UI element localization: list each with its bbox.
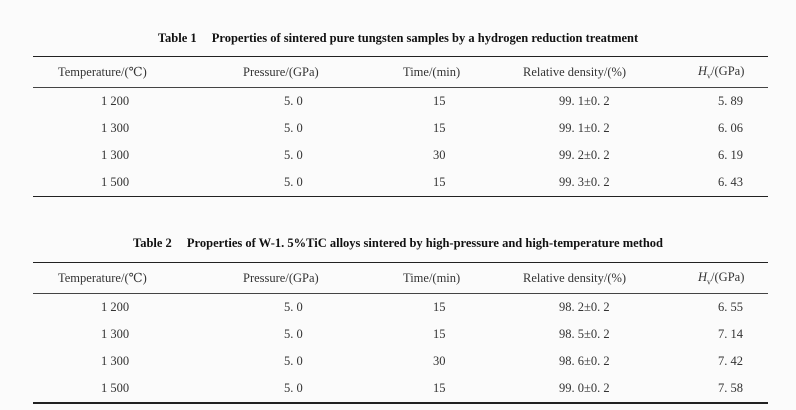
table2-caption xyxy=(0,236,796,251)
cell-pressure: 5. 0 xyxy=(284,300,303,314)
header-relative-density: Relative density/(%) xyxy=(523,263,698,294)
cell-relative-density: 98. 2±0. 2 xyxy=(559,300,610,314)
header-temperature: Temperature/(℃) xyxy=(33,263,243,294)
table1 xyxy=(33,56,768,197)
cell-temperature: 1 500 xyxy=(101,381,130,395)
cell-relative-density: 99. 3±0. 2 xyxy=(559,175,610,189)
cell-time: 15 xyxy=(433,381,446,395)
cell-pressure: 5. 0 xyxy=(284,327,303,341)
header-hardness: $H_v/(GPa)$ xyxy=(698,263,768,294)
table-row xyxy=(33,321,768,348)
header-time: Time/(min) xyxy=(403,57,523,88)
cell-pressure: 5. 0 xyxy=(284,121,303,135)
cell-hardness: 7. 42 xyxy=(718,354,743,368)
table1-header-row xyxy=(33,57,768,88)
cell-pressure: 5. 0 xyxy=(284,354,303,368)
cell-temperature: 1 300 xyxy=(101,354,130,368)
header-pressure: Pressure/(GPa) xyxy=(243,263,403,294)
header-time: Time/(min) xyxy=(403,263,523,294)
cell-time: 30 xyxy=(433,354,446,368)
cell-relative-density: 99. 0±0. 2 xyxy=(559,381,610,395)
cell-relative-density: 98. 6±0. 2 xyxy=(559,354,610,368)
table-row xyxy=(33,294,768,322)
cell-temperature: 1 300 xyxy=(101,121,130,135)
table2 xyxy=(33,262,768,404)
cell-time: 15 xyxy=(433,121,446,135)
cell-time: 30 xyxy=(433,148,446,162)
cell-temperature: 1 300 xyxy=(101,327,130,341)
table1-title: Properties of sintered pure tungsten samples by a hydrogen reduction treatment xyxy=(211,31,639,45)
cell-relative-density: 98. 5±0. 2 xyxy=(559,327,610,341)
cell-hardness: 7. 58 xyxy=(718,381,743,395)
cell-pressure: 5. 0 xyxy=(284,175,303,189)
cell-hardness: 6. 43 xyxy=(718,175,743,189)
table-row xyxy=(33,142,768,169)
header-hardness: $H_v/(GPa)$ xyxy=(698,57,768,88)
table-row xyxy=(33,115,768,142)
cell-relative-density: 99. 1±0. 2 xyxy=(559,121,610,135)
cell-time: 15 xyxy=(433,327,446,341)
table2-title: Properties of W-1. 5%TiC alloys sintered by high-pressure and high-temperature method xyxy=(186,236,663,250)
cell-pressure: 5. 0 xyxy=(284,148,303,162)
table1-label: Table 1 xyxy=(157,31,197,45)
cell-hardness: 5. 89 xyxy=(718,94,743,108)
table2-label: Table 2 xyxy=(133,236,172,250)
header-pressure: Pressure/(GPa) xyxy=(243,57,403,88)
cell-hardness: 6. 06 xyxy=(718,121,743,135)
cell-hardness: 6. 55 xyxy=(718,300,743,314)
table-row xyxy=(33,169,768,197)
header-temperature: Temperature/(℃) xyxy=(33,57,243,88)
cell-temperature: 1 200 xyxy=(101,300,130,314)
cell-time: 15 xyxy=(433,94,446,108)
header-relative-density: Relative density/(%) xyxy=(523,57,698,88)
table1-caption xyxy=(0,31,796,46)
cell-pressure: 5. 0 xyxy=(284,381,303,395)
cell-hardness: 7. 14 xyxy=(718,327,743,341)
cell-relative-density: 99. 1±0. 2 xyxy=(559,94,610,108)
table2-header-row xyxy=(33,263,768,294)
table-row xyxy=(33,375,768,403)
table-row xyxy=(33,348,768,375)
table-row xyxy=(33,88,768,116)
cell-time: 15 xyxy=(433,175,446,189)
cell-relative-density: 99. 2±0. 2 xyxy=(559,148,610,162)
cell-pressure: 5. 0 xyxy=(284,94,303,108)
cell-temperature: 1 500 xyxy=(101,175,130,189)
cell-hardness: 6. 19 xyxy=(718,148,743,162)
cell-temperature: 1 300 xyxy=(101,148,130,162)
cell-time: 15 xyxy=(433,300,446,314)
cell-temperature: 1 200 xyxy=(101,94,130,108)
